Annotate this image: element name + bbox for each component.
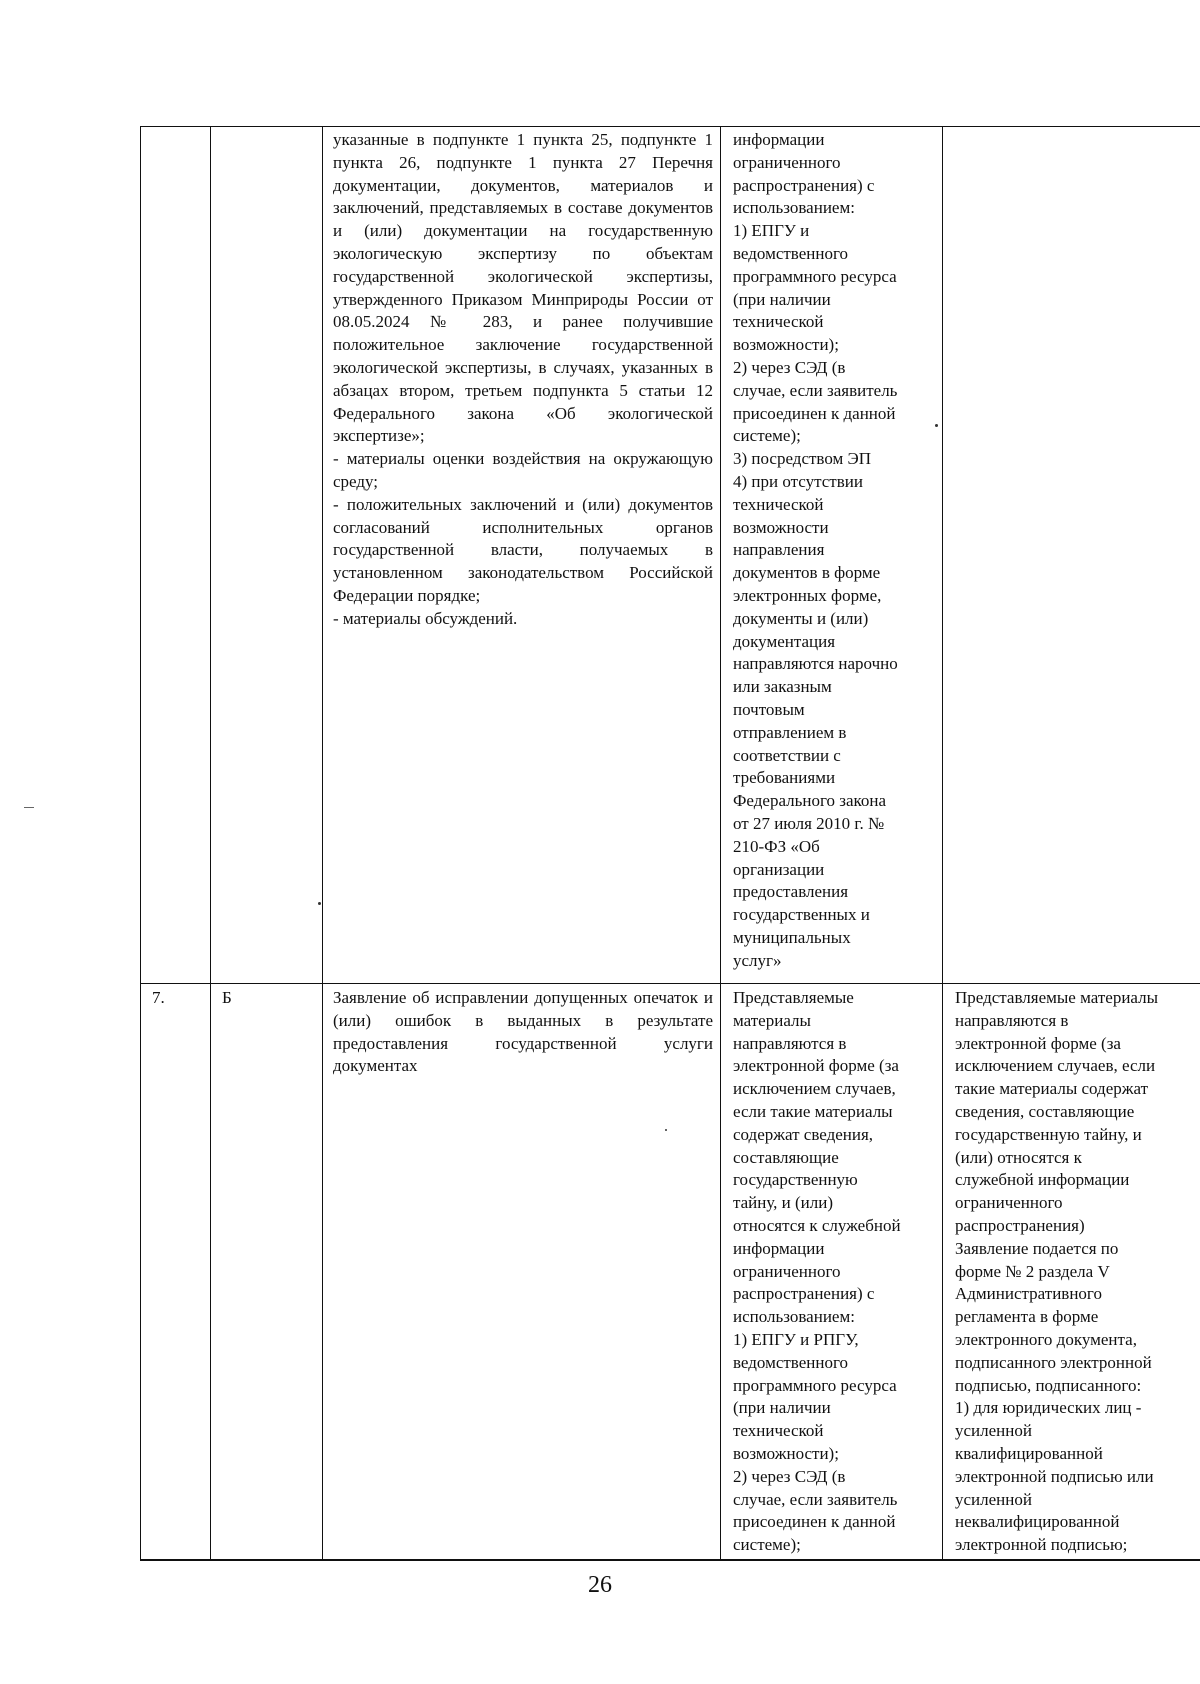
row-letter: Б (222, 988, 232, 1007)
page-number: 26 (588, 1572, 612, 1598)
row-continued-requirements: указанные в подпункте 1 пункта 25, подпункте 1 пункта 26, подпункте 1 пункта 27 Перечня документации, документов, материалов и заключений, представляемых в составе документов и (или) документации на государственную экологическую экспертизу по объектам государственной экологической экспертизы, утвержденного Приказом Минприроды России от 08.05.2024 № 283, и ранее получившие положительное заключение государственной экологической экспертизы, в случаях, указанных в абзацах втором, третьем подпункта 5 статьи 12 Федерального закона «Об экологической экспертизе»; - материалы оценки воздействия на окружающую среду; - положительных заключений и (или) документов согласований исполнительных органов государственной власти, получаемых в установленном законодательством Российской Федерации порядке; - материалы обсуждений. (333, 130, 713, 628)
table-border-left (140, 127, 141, 1559)
row7-submission-method: Представляемые материалы направляются в электронной форме (за исключением случаев, если такие материалы содержат сведения, составляющие государственную тайну, и (или) относятся к служебной информации ограниченного распространения) с использованием: 1) ЕПГУ и РПГУ, ведомственного программного ресурса (при наличии технической возможности); 2) через СЭД (в случае, если заявитель присоединен к данной системе); (733, 988, 901, 1555)
scan-artifact (935, 424, 938, 427)
column-divider (720, 127, 721, 1559)
scan-artifact (24, 807, 34, 808)
column-divider (322, 127, 323, 1559)
row-number: 7. (152, 988, 165, 1007)
row-divider (140, 983, 1200, 984)
row7-submission-rules: Представляемые материалы направляются в электронной форме (за исключением случаев, если такие материалы содержат сведения, составляющие государственную тайну, и (или) относятся к служебной информации ограниченного распространения) Заявление подается по форме № 2 раздела V Административного регламента в форме электронного документа, подписанного электронной подписью, подписанного: 1) для юридических лиц - усиленной квалифицированной электронной подписью или усиленной неквалифицированной электронной подписью; (955, 988, 1159, 1555)
table (140, 126, 1200, 1561)
row-continued-submission-method: информации ограниченного распространения) с использованием: 1) ЕПГУ и ведомственного программного ресурса (при наличии технической возможности); 2) через СЭД (в случае, если заявитель присоединен к данной системе); 3) посредством ЭП 4) при отсутствии технической возможности направления документов в форме электронных форме, документы и (или) документация направляются нарочно или заказным почтовым отправлением в соответствии с требованиями Федерального закона от 27 июля 2010 г. № 210-ФЗ «Об организации предоставления государственных и муниципальных услуг» (733, 130, 898, 970)
row7-document-title: Заявление об исправлении допущенных опечаток и (или) ошибок в выданных в результате предоставления государственной услуги документах (333, 988, 713, 1076)
scan-artifact (665, 1129, 667, 1131)
scan-artifact (318, 902, 321, 905)
column-divider (942, 127, 943, 1559)
column-divider (210, 127, 211, 1559)
